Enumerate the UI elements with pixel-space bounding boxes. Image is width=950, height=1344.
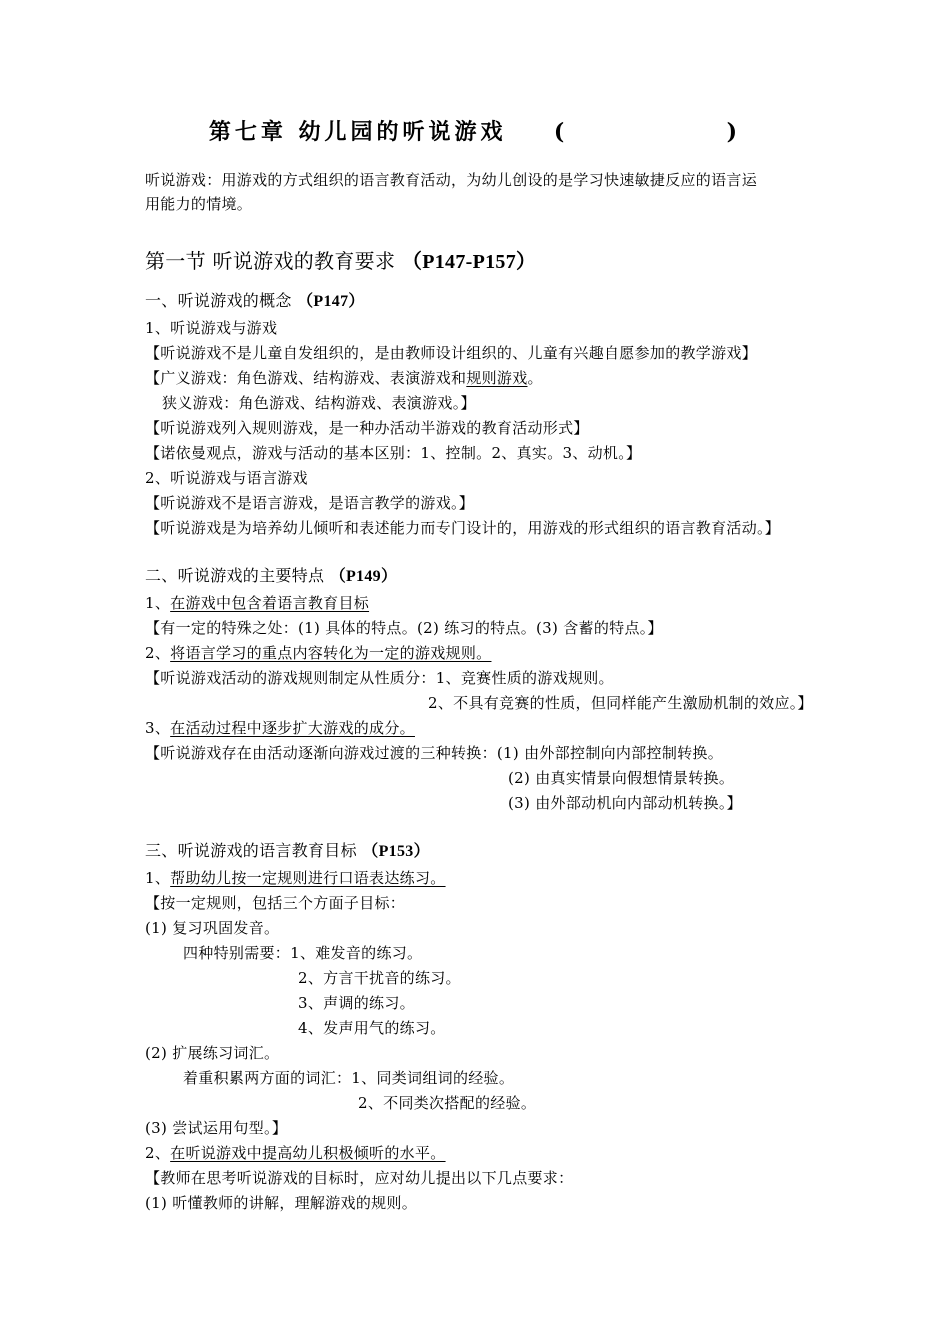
part3-line11: 【教师在思考听说游戏的目标时，应对幼儿提出以下几点要求： <box>145 1169 574 1187</box>
part2-line1: 【有一定的特殊之处：(1) 具体的特点。(2) 练习的特点。(3) 含蓄的特点。】 <box>145 619 663 637</box>
section-heading-text: 第一节 听说游戏的教育要求 <box>145 249 402 273</box>
part3-line6: 4、发声用气的练习。 <box>298 1019 446 1037</box>
part3-item2-text: 在听说游戏中提高幼儿积极倾听的水平。 <box>170 1144 446 1162</box>
part1-line5: 【诺依曼观点，游戏与活动的基本区别：1、控制。2、真实。3、动机。】 <box>145 444 642 462</box>
part3-item2-number: 2、 <box>145 1144 171 1162</box>
part1-item2: 2、听说游戏与语言游戏 <box>145 469 308 487</box>
part3-line4: 2、方言干扰音的练习。 <box>298 969 461 987</box>
title-paren-open: ( <box>553 119 569 145</box>
part1-line2-a: 【广义游戏：角色游戏、结构游戏、表演游戏和 <box>145 369 467 387</box>
part3-item1-number: 1、 <box>145 869 171 887</box>
part3-item1-text: 帮助幼儿按一定规则进行口语表达练习。 <box>170 869 446 887</box>
part2-line4: 【听说游戏存在由活动逐渐向游戏过渡的三种转换：(1) 由外部控制向内部控制转换。 <box>145 744 724 762</box>
part3-line3: 四种特别需要：1、难发音的练习。 <box>183 944 423 962</box>
section-heading <box>145 248 536 275</box>
part2-item1-number: 1、 <box>145 594 171 612</box>
part3-item1 <box>145 868 446 888</box>
part3-item2 <box>145 1143 446 1163</box>
part2-item2 <box>145 643 491 663</box>
part1-line4: 【听说游戏列入规则游戏，是一种办活动半游戏的教育活动形式】 <box>145 419 589 437</box>
part1-line2-underlined: 规则游戏 <box>466 369 528 387</box>
part2-line5: (2) 由真实情景向假想情景转换。 <box>508 769 735 787</box>
part3-heading-pages: （P153） <box>362 843 430 860</box>
part2-item3 <box>145 718 415 738</box>
part2-heading <box>145 565 397 588</box>
part2-heading-pages: （P149） <box>329 568 398 585</box>
part3-line5: 3、声调的练习。 <box>298 994 415 1012</box>
part2-line6: (3) 由外部动机向内部动机转换。】 <box>508 794 742 812</box>
intro-line-2: 用能力的情境。 <box>145 195 253 213</box>
part1-heading-pages: （P147） <box>297 293 365 310</box>
part3-line9: 2、不同类次搭配的经验。 <box>358 1094 537 1112</box>
part1-heading-text: 一、听说游戏的概念 <box>145 291 298 310</box>
intro-line-1: 听说游戏：用游戏的方式组织的语言教育活动，为幼儿创设的是学习快速敏捷反应的语言运 <box>145 171 758 189</box>
part3-line10: (3) 尝试运用句型。】 <box>145 1119 288 1137</box>
part2-line3: 2、不具有竞赛的性质，但同样能产生激励机制的效应。】 <box>428 694 813 712</box>
part1-line2-c: 。 <box>527 369 543 387</box>
part1-heading <box>145 290 365 313</box>
part2-heading-text: 二、听说游戏的主要特点 <box>145 566 330 585</box>
part2-item3-text: 在活动过程中逐步扩大游戏的成分。 <box>170 719 415 737</box>
part3-line8: 着重积累两方面的词汇：1、同类词组词的经验。 <box>183 1069 515 1087</box>
part2-item3-number: 3、 <box>145 719 171 737</box>
section-heading-pages: （P147-P157） <box>401 251 537 273</box>
chapter-title <box>0 118 950 146</box>
part3-heading <box>145 840 430 863</box>
part2-item1 <box>145 593 369 613</box>
part1-line7: 【听说游戏是为培养幼儿倾听和表述能力而专门设计的，用游戏的形式组织的语言教育活动。】 <box>145 519 781 537</box>
part1-line3: 狭义游戏：角色游戏、结构游戏、表演游戏。】 <box>162 394 476 412</box>
part2-item2-number: 2、 <box>145 644 171 662</box>
part2-item2-text: 将语言学习的重点内容转化为一定的游戏规则。 <box>170 644 492 662</box>
title-paren-close: ) <box>726 119 742 145</box>
part3-line7: (2) 扩展练习词汇。 <box>145 1044 280 1062</box>
part1-line2 <box>145 368 543 388</box>
part1-line1: 【听说游戏不是儿童自发组织的，是由教师设计组织的、儿童有兴趣自愿参加的教学游戏】 <box>145 344 758 362</box>
part2-item1-text: 在游戏中包含着语言教育目标 <box>170 594 370 612</box>
part1-line6: 【听说游戏不是语言游戏，是语言教学的游戏。】 <box>145 494 475 512</box>
chapter-title-text: 第七章 幼儿园的听说游戏 <box>208 119 507 145</box>
part3-line12: (1) 听懂教师的讲解，理解游戏的规则。 <box>145 1194 418 1212</box>
part3-line1: 【按一定规则，包括三个方面子目标： <box>145 894 406 912</box>
part3-line2: (1) 复习巩固发音。 <box>145 919 280 937</box>
part2-line2: 【听说游戏活动的游戏规则制定从性质分：1、竞赛性质的游戏规则。 <box>145 669 614 687</box>
part1-item1: 1、听说游戏与游戏 <box>145 319 278 337</box>
part3-heading-text: 三、听说游戏的语言教育目标 <box>145 841 363 860</box>
